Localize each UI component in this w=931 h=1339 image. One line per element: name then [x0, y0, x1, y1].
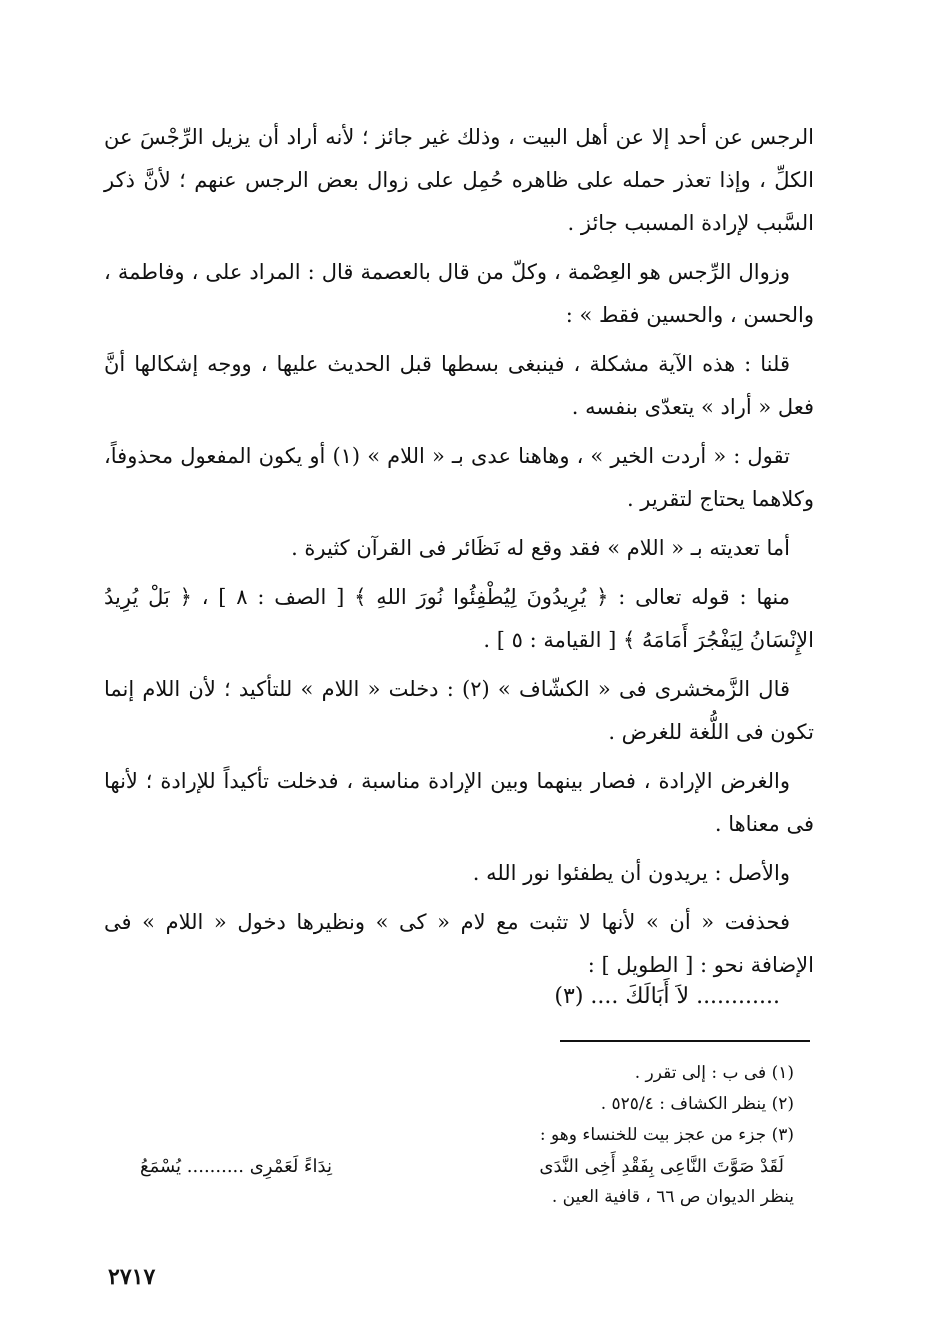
footnote-3: (٣) جزء من عجز بيت للخنساء وهو :	[539, 1125, 794, 1145]
paragraph-3: قلنا : هذه الآية مشكلة ، فينبغى بسطها قبل الحديث عليها ، ووجه إشكالها أنَّ فعل « أراد » يتعدّى بنفسه .	[104, 352, 814, 419]
paragraph-7: قال الزَّمخشرى فى « الكشّاف » (٢) : دخلت « اللام » للتأكيد ؛ لأن اللام إنما تكون فى اللُّغة للغرض .	[104, 677, 814, 744]
paragraph-8: والغرض الإرادة ، فصار بينهما وبين الإرادة مناسبة ، فدخلت تأكيداً للإرادة ؛ لأنها فى معناها .	[104, 769, 814, 836]
verse-first-hemistich: لَقَدْ صَوَّتَ النَّاعِى بِفَقْدِ أَخِى النَّدَى	[539, 1156, 784, 1177]
paragraph-5: أما تعديته بـ « اللام » فقد وقع له نَظَائر فى القرآن كثيرة .	[291, 536, 790, 560]
paragraph-6: منها : قوله تعالى : ﴿ يُرِيدُونَ لِيُطْفِئُوا نُورَ اللهِ ﴾ [ الصف : ٨ ] ، ﴿ بَلْ يُرِيدُ الإِنْسَانُ لِيَفْجُرَ أَمَامَهُ ﴾ [ القيامة : ٥ ] .	[104, 585, 814, 652]
paragraph-1: الرجس عن أحد إلا عن أهل البيت ، وذلك غير جائز ؛ لأنه أراد أن يزيل الرِّجْسَ عن الكلِّ ، وإذا تعذر حمله على ظاهره حُمِل على زوال بعض الرجس عنهم ؛ لأنَّ ذكر السَّبب لإرادة المسبب جائز .	[104, 125, 814, 235]
footnotes	[140, 1058, 794, 1213]
paragraph-4: تقول : « أردت الخير » ، وهاهنا عدى بـ « اللام » (١) أو يكون المفعول محذوفاً، وكلاهما يحتاج لتقرير .	[104, 444, 814, 511]
main-text	[104, 116, 814, 993]
footnote-separator	[560, 1040, 810, 1042]
footnote-2: (٢) ينظر الكشاف : ٥٢٥/٤ .	[600, 1094, 794, 1114]
page-number: ٢٧١٧	[108, 1264, 156, 1290]
paragraph-9: والأصل : يريدون أن يطفئوا نور الله .	[472, 861, 790, 885]
verse-fragment: ............ لاَ أَبَالَكَ .... (٣)	[554, 984, 780, 1009]
footnote-1: (١) فى ب : إلى تقرر .	[634, 1063, 794, 1083]
verse-second-hemistich: نِدَاءً لَعَمْرِى .......... يُسْمَعُ	[140, 1156, 332, 1177]
footnote-source: ينظر الديوان ص ٦٦ ، قافية العين .	[551, 1187, 794, 1207]
paragraph-10: فحذفت « أن » لأنها لا تثبت مع لام « كى » ونظيرها دخول « اللام » فى الإضافة نحو : [ الطويل ] :	[104, 910, 814, 977]
footnote-verse	[140, 1151, 794, 1182]
paragraph-2: وزوال الرِّجس هو العِصْمة ، وكلّ من قال بالعصمة قال : المراد على ، وفاطمة ، والحسن ، والحسين فقط » :	[104, 260, 814, 327]
